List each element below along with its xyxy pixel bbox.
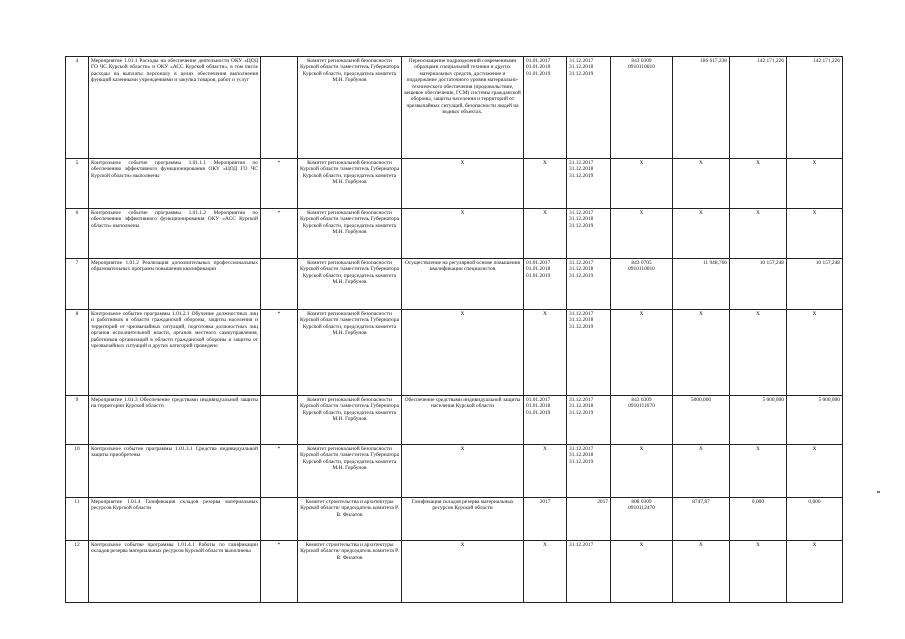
table-row <box>66 396 843 445</box>
start-date: X <box>524 159 567 209</box>
start-date: X <box>524 310 567 396</box>
control-event-mark <box>261 57 298 159</box>
plan-table <box>65 56 843 603</box>
row-number: 6 <box>66 209 89 259</box>
control-event-mark: * <box>261 445 298 498</box>
amount-year-3: X <box>787 541 843 603</box>
amount-year-3: 0,000 <box>787 498 843 541</box>
measure-description: Мероприятие 1.01.2 Реализация дополнительных профессиональных образовательных программ повышения квалификации <box>89 259 261 310</box>
measure-description: Контрольное событие программы 1.01.3.1 Средства индивидуальной защиты приобретены <box>89 445 261 498</box>
start-date: X <box>524 445 567 498</box>
end-date: 31.12.2017 31.12.2018 31.12.2019 <box>567 57 611 159</box>
amount-year-2: 5 000,000 <box>730 396 787 445</box>
amount-year-3: X <box>787 159 843 209</box>
measure-description: Мероприятие 1.01.3 Обеспечение средствами индивидуальной защиты на территории Курской области <box>89 396 261 445</box>
amount-year-1: X <box>673 310 730 396</box>
table-row <box>66 541 843 603</box>
budget-code: X <box>611 209 673 259</box>
budget-code: 843 0705 0910110010 <box>611 259 673 310</box>
amount-year-1: X <box>673 445 730 498</box>
table-row <box>66 310 843 396</box>
end-date: 31.12.2017 31.12.2018 31.12.2019 <box>567 259 611 310</box>
end-date: 31.12.2017 31.12.2018 31.12.2019 <box>567 310 611 396</box>
amount-year-3: X <box>787 445 843 498</box>
start-date: 2017 <box>524 498 567 541</box>
amount-year-2: X <box>730 541 787 603</box>
responsible-executor: Комитет региональной безопасности Курской области /заместитель Губернатора Курской области, председатель комитета М.Н. Горбунов <box>298 57 402 159</box>
responsible-executor: Комитет строительства и архитектуры Курской области/ председатель комитета Р. В. Филатов <box>298 498 402 541</box>
measure-description: Мероприятие 1.01.1 Расходы на обеспечение деятельности ОКУ «ЦОД ГО ЧС Курской области» и ОКУ «АСС Курской области», в том числе расходы на выплаты персоналу в целях обеспечения выполнения функций казенными учреждениями и закупка товаров, работ и услуг <box>89 57 261 159</box>
responsible-executor: Комитет региональной безопасности Курской области /заместитель Губернатора Курской области, председатель комитета М.Н. Горбунов <box>298 259 402 310</box>
amount-year-1: 186 617,238 <box>673 57 730 159</box>
responsible-executor: Комитет региональной безопасности Курской области /заместитель Губернатора Курской области, председатель комитета М.Н. Горбунов <box>298 310 402 396</box>
row-number: 5 <box>66 159 89 209</box>
budget-code: X <box>611 445 673 498</box>
start-date: 01.01.2017 01.01.2018 01.01.2019 <box>524 259 567 310</box>
start-date: X <box>524 541 567 603</box>
amount-year-2: 0,000 <box>730 498 787 541</box>
responsible-executor: Комитет региональной безопасности Курской области /заместитель Губернатора Курской области, председатель комитета М.Н. Горбунов <box>298 209 402 259</box>
table-row <box>66 445 843 498</box>
control-event-mark <box>261 498 298 541</box>
start-date: X <box>524 209 567 259</box>
amount-year-2: X <box>730 159 787 209</box>
amount-year-1: 5000,000 <box>673 396 730 445</box>
budget-code: X <box>611 541 673 603</box>
start-date: 01.01.2017 01.01.2018 01.01.2019 <box>524 57 567 159</box>
responsible-executor: Комитет региональной безопасности Курской области /заместитель Губернатора Курской области, председатель комитета М.Н. Горбунов <box>298 396 402 445</box>
budget-code: X <box>611 310 673 396</box>
control-event-mark: * <box>261 310 298 396</box>
budget-code: 843 0309 0910110010 <box>611 57 673 159</box>
amount-year-3: 5 000,000 <box>787 396 843 445</box>
end-date: 31.12.2017 <box>567 541 611 603</box>
amount-year-2: 142 171,226 <box>730 57 787 159</box>
responsible-executor: Комитет региональной безопасности Курской области /заместитель Губернатора Курской области, председатель комитета М.Н. Горбунов <box>298 445 402 498</box>
row-number: 9 <box>66 396 89 445</box>
row-number: 8 <box>66 310 89 396</box>
amount-year-1: 11 948,766 <box>673 259 730 310</box>
row-number: 7 <box>66 259 89 310</box>
measure-description: Мероприятие 1.01.4 Газификация складов резерва материальных ресурсов Курской области <box>89 498 261 541</box>
amount-year-1: X <box>673 159 730 209</box>
row-number: 11 <box>66 498 89 541</box>
budget-code: 808 0309 0910112470 <box>611 498 673 541</box>
amount-year-2: X <box>730 310 787 396</box>
budget-code: 843 0309 0910111670 <box>611 396 673 445</box>
amount-year-2: X <box>730 209 787 259</box>
measure-description: Контрольное событие программы 1.01.4.1 Работы по газификации складов резерва материальных ресурсов Курской области выполнены <box>89 541 261 603</box>
row-number: 12 <box>66 541 89 603</box>
control-event-mark <box>261 396 298 445</box>
amount-year-3: X <box>787 209 843 259</box>
expected-result: Газификация складов резерва материальных ресурсов Курской области <box>402 498 524 541</box>
table-row <box>66 209 843 259</box>
table-row <box>66 57 843 159</box>
expected-result: X <box>402 445 524 498</box>
expected-result: X <box>402 209 524 259</box>
row-number: 10 <box>66 445 89 498</box>
amount-year-3: X <box>787 310 843 396</box>
measure-description: Контрольное событие программы 1.01.1.1 Мероприятия по обеспечению эффективного функционирования ОКУ «ЦОД ГО ЧС Курской области» выполнены <box>89 159 261 209</box>
control-event-mark: * <box>261 209 298 259</box>
expected-result: X <box>402 541 524 603</box>
end-date: 31.12.2017 31.12.2018 31.12.2019 <box>567 209 611 259</box>
table-row <box>66 159 843 209</box>
row-number: 4 <box>66 57 89 159</box>
amount-year-1: X <box>673 209 730 259</box>
responsible-executor: Комитет региональной безопасности Курской области /заместитель Губернатора Курской области, председатель комитета М.Н. Горбунов <box>298 159 402 209</box>
control-event-mark <box>261 259 298 310</box>
end-date: 31.12.2017 31.12.2018 31.12.2019 <box>567 159 611 209</box>
amount-year-2: 10 157,248 <box>730 259 787 310</box>
end-date: 31.12.2017 31.12.2018 31.12.2019 <box>567 445 611 498</box>
amount-year-1: 8747,87 <box>673 498 730 541</box>
expected-result: Осуществление на регулярной основе повышения квалификации специалистов <box>402 259 524 310</box>
scan-speck <box>877 491 880 493</box>
start-date: 01.01.2017 01.01.2018 01.01.2019 <box>524 396 567 445</box>
table-row <box>66 498 843 541</box>
amount-year-3: 142 171,226 <box>787 57 843 159</box>
amount-year-1: X <box>673 541 730 603</box>
table-row <box>66 259 843 310</box>
end-date: 2017 <box>567 498 611 541</box>
measure-description: Контрольное событие программы 1.01.1.2 Мероприятия по обеспечению эффективного функционирования ОКУ «АСС Курской области» выполнены <box>89 209 261 259</box>
end-date: 31.12.2017 31.12.2018 31.12.2019 <box>567 396 611 445</box>
control-event-mark: * <box>261 159 298 209</box>
expected-result: Обеспечение средствами индивидуальной защиты населения Курской области <box>402 396 524 445</box>
expected-result: Переоснащение подразделений современными образцами специальной техники и других материальных средств, достижение и поддержание достаточного уровня материально-технического обеспечения (продовольствие, вещевое обеспечение, ГСМ) системы гражданской обороны, защиты населения и территорий от чрезвычайных ситуаций, безопасности людей на водных объектах. <box>402 57 524 159</box>
budget-code: X <box>611 159 673 209</box>
expected-result: X <box>402 159 524 209</box>
amount-year-3: 10 157,248 <box>787 259 843 310</box>
measure-description: Контрольное событие программы 1.01.2.1 Обучение должностных лиц и работников в области гражданской обороны, защиты населения и территорий от чрезвычайных ситуаций, подготовка должностных лиц органов исполнительной власти, органов местного самоуправления, работников организаций в области гражданской обороны и защиты от чрезвычайных ситуаций и других категорий проведено <box>89 310 261 396</box>
control-event-mark: * <box>261 541 298 603</box>
expected-result: X <box>402 310 524 396</box>
responsible-executor: Комитет строительства и архитектуры Курской области/ председатель комитета Р. В. Филатов <box>298 541 402 603</box>
amount-year-2: X <box>730 445 787 498</box>
